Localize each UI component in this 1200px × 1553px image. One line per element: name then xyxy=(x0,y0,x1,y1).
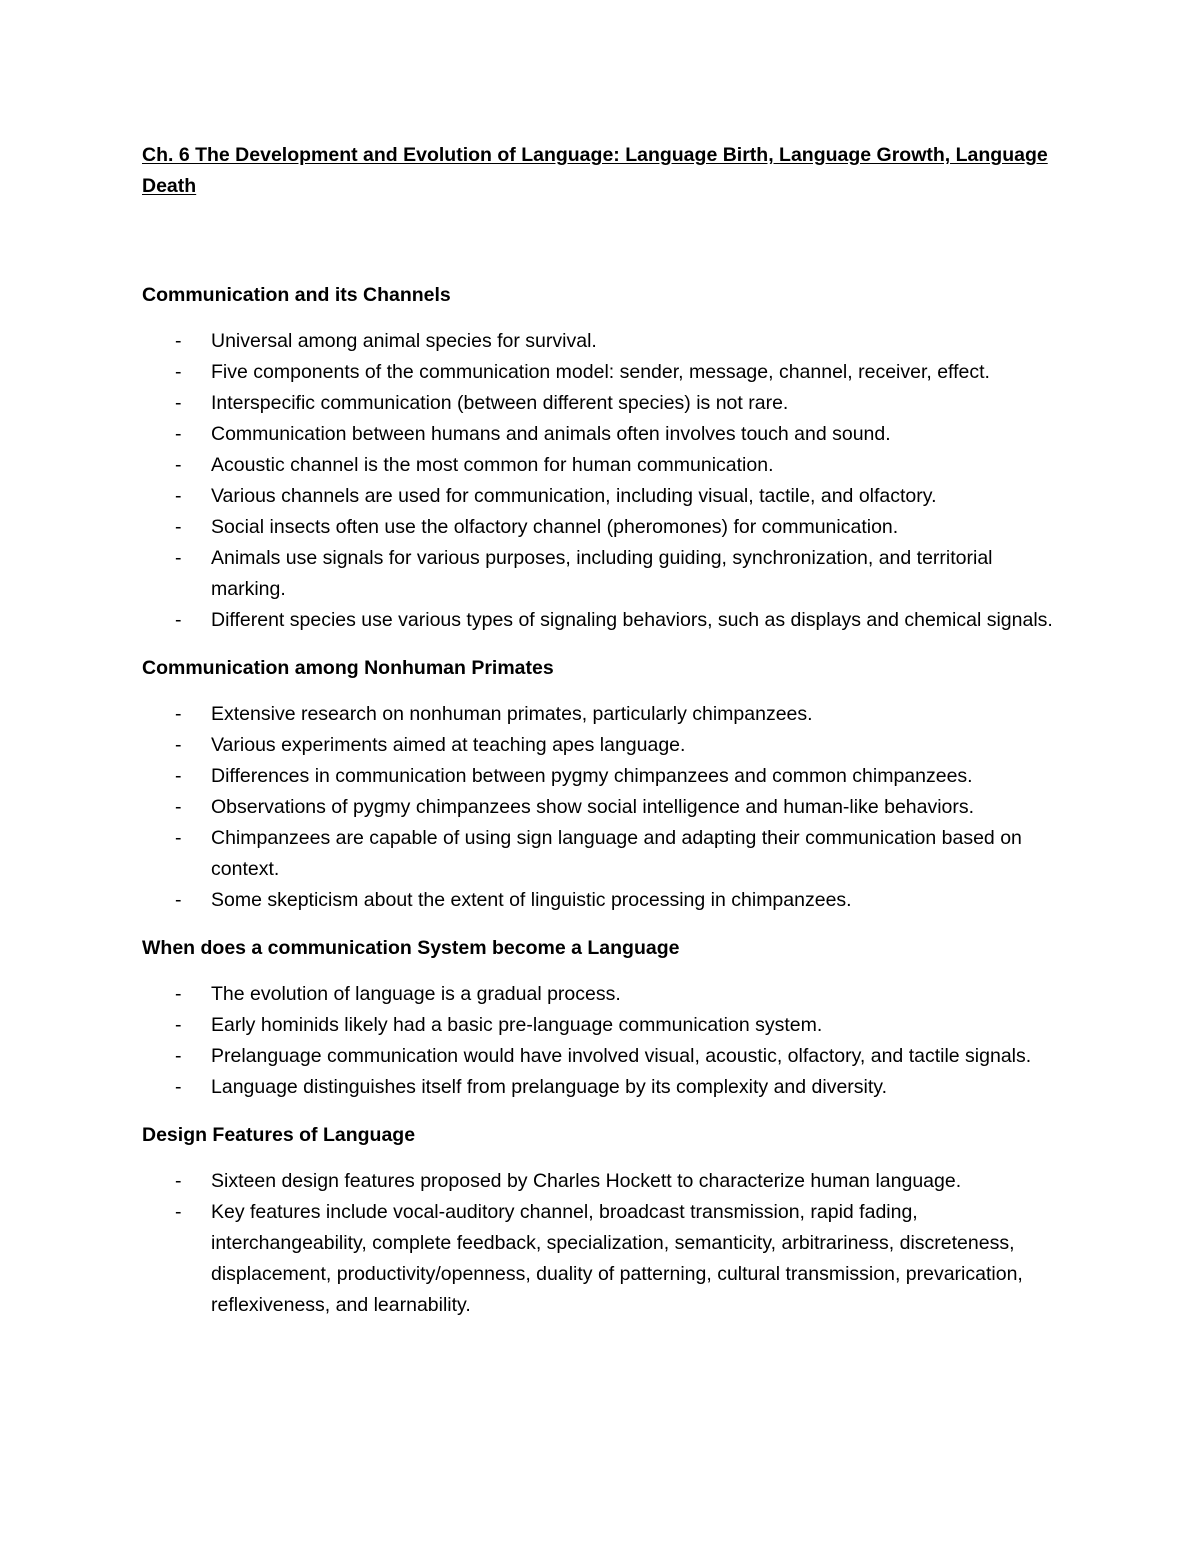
bullet-list xyxy=(142,699,1062,916)
list-item xyxy=(142,979,1062,1010)
list-item xyxy=(142,823,1062,885)
bullet-dash: - xyxy=(175,827,182,849)
bullet-dash: - xyxy=(175,1076,182,1098)
list-item xyxy=(142,761,1062,792)
section-heading: Design Features of Language xyxy=(142,1124,416,1146)
list-item-text: Various channels are used for communication, including visual, tactile, and olfactory. xyxy=(211,485,937,507)
section-design-features xyxy=(142,1120,1062,1321)
list-item xyxy=(142,605,1062,636)
list-item xyxy=(142,1010,1062,1041)
list-item-text: Interspecific communication (between different species) is not rare. xyxy=(211,392,789,414)
list-item-text: Social insects often use the olfactory channel (pheromones) for communication. xyxy=(211,516,899,538)
list-item xyxy=(142,326,1062,357)
section-heading: Communication and its Channels xyxy=(142,284,451,306)
list-item-text: Extensive research on nonhuman primates, particularly chimpanzees. xyxy=(211,703,813,725)
bullet-dash: - xyxy=(175,547,182,569)
bullet-dash: - xyxy=(175,361,182,383)
bullet-dash: - xyxy=(175,1170,182,1192)
list-item xyxy=(142,885,1062,916)
section-nonhuman-primates xyxy=(142,653,1062,916)
section-communication-to-language xyxy=(142,933,1062,1103)
list-item-text: Early hominids likely had a basic pre-language communication system. xyxy=(211,1014,823,1036)
bullet-dash: - xyxy=(175,423,182,445)
document-title: Ch. 6 The Development and Evolution of Language: Language Birth, Language Growth, Language Death xyxy=(142,144,1048,197)
bullet-list xyxy=(142,326,1062,636)
list-item-text: Universal among animal species for survival. xyxy=(211,330,597,352)
list-item xyxy=(142,450,1062,481)
bullet-dash: - xyxy=(175,983,182,1005)
bullet-dash: - xyxy=(175,765,182,787)
bullet-list xyxy=(142,1166,1062,1321)
list-item-text: Chimpanzees are capable of using sign language and adapting their communication based on context. xyxy=(211,827,1022,880)
bullet-dash: - xyxy=(175,609,182,631)
bullet-dash: - xyxy=(175,330,182,352)
list-item xyxy=(142,357,1062,388)
bullet-dash: - xyxy=(175,703,182,725)
bullet-dash: - xyxy=(175,1201,182,1223)
bullet-dash: - xyxy=(175,392,182,414)
list-item-text: Differences in communication between pygmy chimpanzees and common chimpanzees. xyxy=(211,765,973,787)
list-item xyxy=(142,512,1062,543)
list-item xyxy=(142,543,1062,605)
bullet-dash: - xyxy=(175,516,182,538)
list-item-text: Sixteen design features proposed by Charles Hockett to characterize human language. xyxy=(211,1170,962,1192)
section-heading: When does a communication System become a Language xyxy=(142,937,680,959)
bullet-dash: - xyxy=(175,1045,182,1067)
list-item xyxy=(142,1041,1062,1072)
list-item xyxy=(142,1072,1062,1103)
section-heading: Communication among Nonhuman Primates xyxy=(142,657,554,679)
list-item-text: Communication between humans and animals often involves touch and sound. xyxy=(211,423,891,445)
bullet-dash: - xyxy=(175,1014,182,1036)
list-item xyxy=(142,388,1062,419)
list-item xyxy=(142,699,1062,730)
list-item-text: Animals use signals for various purposes, including guiding, synchronization, and territorial marking. xyxy=(211,547,993,600)
list-item xyxy=(142,1166,1062,1197)
list-item-text: Key features include vocal-auditory channel, broadcast transmission, rapid fading, interchangeability, complete feedback, specialization, semanticity, arbitrariness, discreteness, displacement, productivity/openness, duality of patterning, cultural transmission, prevarication, reflexiveness, and learnability. xyxy=(211,1201,1023,1316)
list-item xyxy=(142,481,1062,512)
list-item-text: Five components of the communication model: sender, message, channel, receiver, effect. xyxy=(211,361,990,383)
list-item-text: Some skepticism about the extent of linguistic processing in chimpanzees. xyxy=(211,889,852,911)
list-item xyxy=(142,792,1062,823)
bullet-dash: - xyxy=(175,889,182,911)
list-item xyxy=(142,419,1062,450)
list-item-text: Prelanguage communication would have involved visual, acoustic, olfactory, and tactile signals. xyxy=(211,1045,1032,1067)
document-page xyxy=(142,140,1062,1338)
bullet-dash: - xyxy=(175,796,182,818)
list-item-text: Various experiments aimed at teaching apes language. xyxy=(211,734,686,756)
list-item-text: The evolution of language is a gradual process. xyxy=(211,983,621,1005)
bullet-list xyxy=(142,979,1062,1103)
list-item xyxy=(142,730,1062,761)
list-item-text: Acoustic channel is the most common for human communication. xyxy=(211,454,774,476)
bullet-dash: - xyxy=(175,454,182,476)
section-channels xyxy=(142,280,1062,636)
list-item xyxy=(142,1197,1062,1321)
bullet-dash: - xyxy=(175,734,182,756)
list-item-text: Language distinguishes itself from prelanguage by its complexity and diversity. xyxy=(211,1076,888,1098)
list-item-text: Observations of pygmy chimpanzees show social intelligence and human-like behaviors. xyxy=(211,796,975,818)
bullet-dash: - xyxy=(175,485,182,507)
list-item-text: Different species use various types of signaling behaviors, such as displays and chemical signals. xyxy=(211,609,1053,631)
